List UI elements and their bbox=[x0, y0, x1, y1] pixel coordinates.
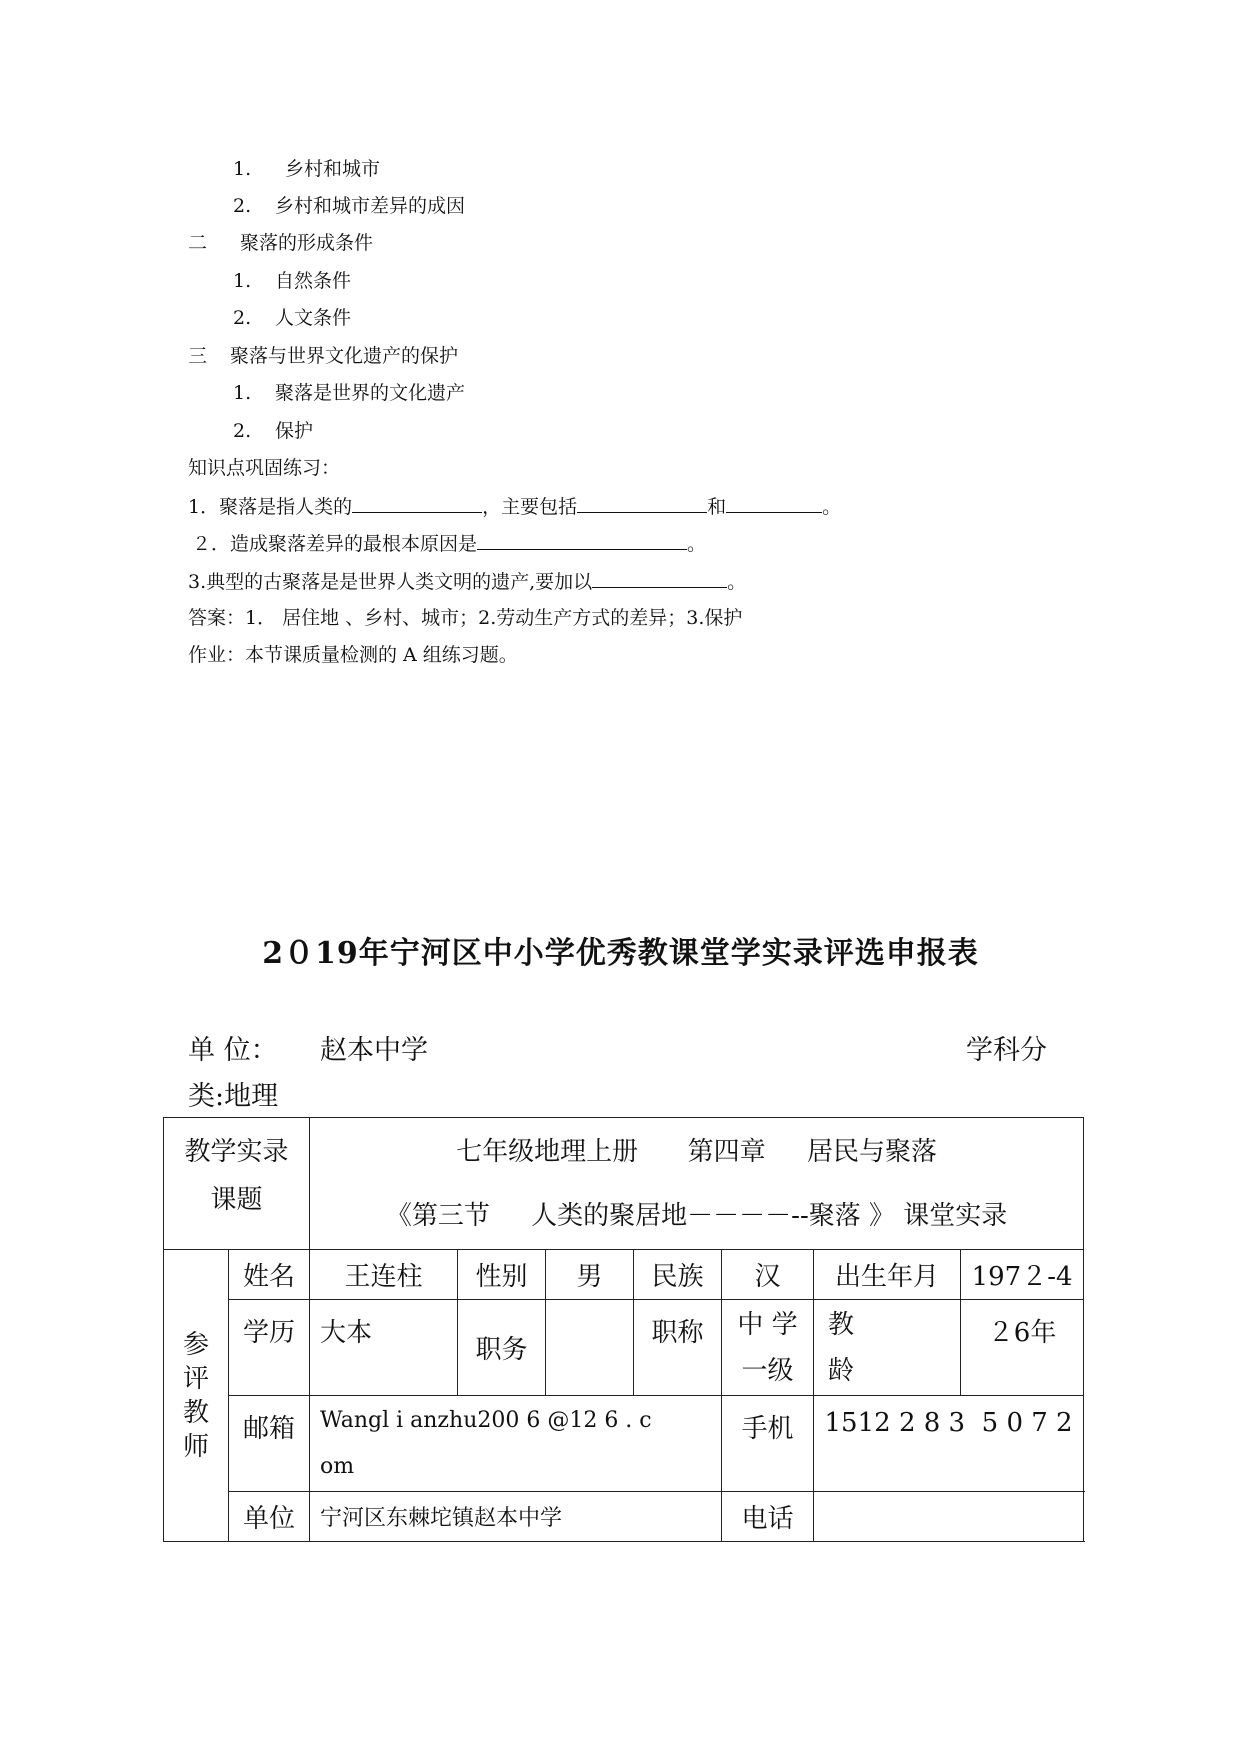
outline-text: 自然条件 bbox=[275, 270, 352, 292]
answer-blank bbox=[577, 494, 707, 513]
email-label: 邮箱 bbox=[229, 1396, 310, 1492]
topic-cell bbox=[310, 1118, 1084, 1250]
question-1 bbox=[188, 494, 841, 519]
outline-number: 1. bbox=[233, 158, 252, 180]
question-text: ２．造成聚落差异的最根本原因是 bbox=[192, 533, 478, 555]
answer-blank bbox=[592, 569, 727, 588]
gender-value: 男 bbox=[546, 1250, 634, 1300]
question-text: 3.典型的古聚落是是世界人类文明的遗产,要加以 bbox=[188, 571, 593, 593]
org-label: 单位 bbox=[229, 1492, 310, 1542]
question-text: ，主要包括 bbox=[482, 496, 578, 518]
subject-label: 学科分 bbox=[966, 1035, 1047, 1066]
teacher-label-char: 教 bbox=[182, 1397, 209, 1428]
outline-item bbox=[233, 306, 351, 330]
application-form-table bbox=[163, 1117, 1084, 1542]
email-value: Wangl i anzhu200 6 @12 6 . c bbox=[320, 1407, 652, 1433]
rank-label: 职称 bbox=[634, 1300, 722, 1396]
education-value: 大本 bbox=[310, 1300, 458, 1396]
answer-blank bbox=[352, 494, 482, 513]
teacher-label-char: 参 bbox=[182, 1329, 209, 1360]
outline-item bbox=[233, 269, 351, 293]
org-value: 宁河区东棘坨镇赵本中学 bbox=[310, 1492, 722, 1542]
years-value: ２6年 bbox=[961, 1300, 1084, 1396]
topic-label-cell bbox=[164, 1118, 310, 1250]
teacher-label-char: 师 bbox=[182, 1431, 209, 1462]
outline-number: 三 bbox=[188, 345, 208, 367]
outline-number: 2. bbox=[233, 420, 252, 442]
homework-line: 作业：本节课质量检测的 A 组练习题。 bbox=[188, 644, 518, 666]
outline-item bbox=[188, 231, 373, 255]
answer-blank bbox=[477, 531, 687, 550]
rank-value: 中 学 bbox=[737, 1309, 798, 1340]
mobile-value: 1512 2 8 3 5 0 7 2 bbox=[814, 1396, 1084, 1492]
tel-value bbox=[814, 1492, 1084, 1542]
ethnic-value: 汉 bbox=[722, 1250, 814, 1300]
outline-text: 聚落与世界文化遗产的保护 bbox=[230, 345, 459, 367]
post-label: 职务 bbox=[458, 1300, 546, 1396]
outline-text: 乡村和城市差异的成因 bbox=[275, 195, 466, 217]
answer-blank bbox=[726, 494, 822, 513]
years-label-cont: 龄 bbox=[828, 1355, 855, 1386]
birth-label: 出生年月 bbox=[814, 1250, 961, 1300]
outline-text: 聚落是世界的文化遗产 bbox=[275, 382, 466, 404]
question-text: 。 bbox=[727, 571, 747, 593]
outline-text: 人文条件 bbox=[275, 307, 352, 329]
outline-item bbox=[233, 194, 465, 218]
outline-number: 二 bbox=[188, 232, 208, 254]
question-2 bbox=[192, 531, 706, 556]
topic-line-2: 《第三节 人类的聚居地－－－－--聚落 》 课堂实录 bbox=[385, 1200, 1008, 1231]
education-label: 学历 bbox=[229, 1300, 310, 1396]
outline-number: 2. bbox=[233, 307, 252, 329]
question-text: 。 bbox=[822, 496, 842, 518]
ethnic-label: 民族 bbox=[634, 1250, 722, 1300]
topic-line-1: 七年级地理上册 第四章 居民与聚落 bbox=[456, 1136, 938, 1167]
email-value-cell bbox=[310, 1396, 722, 1492]
outline-item bbox=[188, 344, 458, 368]
outline-number: 1. bbox=[233, 270, 252, 292]
outline-text: 乡村和城市 bbox=[285, 158, 381, 180]
question-text: 。 bbox=[687, 533, 707, 555]
question-text: 和 bbox=[707, 496, 727, 518]
outline-text: 保护 bbox=[275, 420, 314, 442]
teacher-label-char: 评 bbox=[182, 1363, 209, 1394]
teacher-label-cell bbox=[164, 1250, 229, 1542]
post-value bbox=[546, 1300, 634, 1396]
years-label: 教 bbox=[828, 1309, 855, 1340]
unit-label: 单 位： bbox=[188, 1035, 278, 1066]
subject-label-cont: 类:地理 bbox=[188, 1081, 279, 1112]
question-3 bbox=[188, 569, 746, 594]
gender-label: 性别 bbox=[458, 1250, 546, 1300]
rank-value-cont: 一级 bbox=[741, 1355, 794, 1386]
rank-value-cell bbox=[722, 1300, 814, 1396]
years-label-cell bbox=[814, 1300, 961, 1396]
outline-item bbox=[233, 381, 465, 405]
name-value: 王连柱 bbox=[310, 1250, 458, 1300]
tel-label: 电话 bbox=[722, 1492, 814, 1542]
form-title: 2０19年宁河区中小学优秀教课堂学实录评选申报表 bbox=[262, 936, 979, 971]
topic-label: 教学实录 bbox=[184, 1137, 289, 1167]
email-value-cont: om bbox=[320, 1453, 355, 1479]
unit-value: 赵本中学 bbox=[320, 1035, 428, 1066]
practice-heading: 知识点巩固练习： bbox=[188, 457, 341, 479]
question-text: 1．聚落是指人类的 bbox=[188, 496, 353, 518]
answer-line: 答案：1． 居住地 、乡村、城市；2.劳动生产方式的差异；3.保护 bbox=[188, 607, 743, 629]
outline-item bbox=[233, 157, 380, 181]
outline-item bbox=[233, 419, 313, 443]
mobile-label: 手机 bbox=[722, 1396, 814, 1492]
birth-value: 197２-4 bbox=[961, 1250, 1084, 1300]
outline-text: 聚落的形成条件 bbox=[240, 232, 374, 254]
outline-number: 1. bbox=[233, 382, 252, 404]
name-label: 姓名 bbox=[229, 1250, 310, 1300]
topic-label-cont: 课题 bbox=[210, 1185, 263, 1215]
outline-number: 2. bbox=[233, 195, 252, 217]
